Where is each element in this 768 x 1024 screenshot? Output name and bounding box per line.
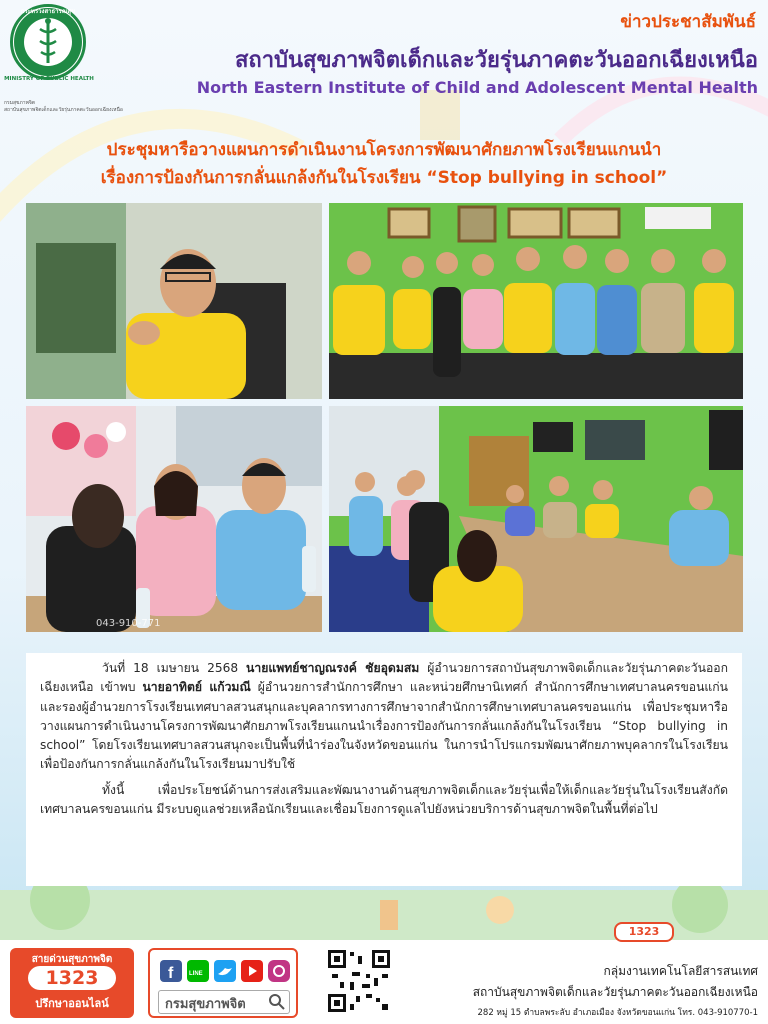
- photo-meeting-closeup: [26, 406, 322, 632]
- photo-meeting-room-scene: [329, 406, 743, 632]
- search-box[interactable]: [158, 990, 290, 1014]
- photo-director: [26, 203, 322, 399]
- hotline-banner[interactable]: [10, 948, 134, 1018]
- photo-caption-phone: 043-910-771: [96, 618, 161, 629]
- contact-institute: สถาบันสุขภาพจิตเด็กและวัยรุ่นภาคตะวันออกเฉียงเหนือ: [472, 985, 758, 999]
- logo-emblem: [13, 7, 83, 77]
- search-icon: [269, 994, 285, 1010]
- article-paragraph-1: [40, 659, 728, 775]
- qr-code-pattern: [326, 948, 392, 1014]
- social-icons: [160, 958, 290, 988]
- line-icon: [187, 960, 209, 982]
- education-director-name: นายอาทิตย์ แก้วมณี: [142, 680, 251, 695]
- contact-block: [473, 962, 758, 1019]
- news-kicker: ข่าวประชาสัมพันธ์: [620, 12, 756, 32]
- logo-ring-top: กระทรวงสาธารณสุข: [20, 8, 76, 15]
- logo-subtitle: [4, 100, 134, 114]
- photo-meeting-room: [329, 406, 743, 632]
- logo-ring-bottom: MINISTRY OF PUBLIC HEALTH: [4, 76, 94, 82]
- bg-hotline-badge: 1323: [614, 922, 674, 942]
- contact-dept: กลุ่มงานเทคโนโลยีสารสนเทศ: [603, 964, 758, 978]
- headline: [20, 136, 748, 192]
- social-icons-row: [160, 958, 290, 984]
- institute-name-en: North Eastern Institute of Child and Adolescent Mental Health: [196, 78, 758, 97]
- headline-line-2: เรื่องการป้องกันการกลั่นแกล้งกันในโรงเรียน “Stop bullying in school”: [100, 168, 668, 188]
- photo-meeting-closeup-scene: [26, 406, 322, 632]
- logo-sub-line: สถาบันสุขภาพจิตเด็กและวัยรุ่นภาคตะวันออกเฉียงเหนือ: [4, 107, 123, 113]
- paragraph-text: ผู้อำนวยการสำนักการศึกษา และหน่วยศึกษานิเทศก์ สำนักการศึกษาเทศบาลนครขอนแก่น และรองผู้อำนวยการโรงเรียนเทศบาลสวนสนุกและบุคลากรทางการศึกษาจากสำนักการศึกษาเทศบาลนครขอนแก่น เพื่อประชุมหารือวางแผนการดำเนินงานโครงการพัฒนาศักยภาพโรงเรียนแกนนำเรื่องการป้องกันการกลั่นแกล้งกันในโรงเรียน “Stop bullying in school” โดยโรงเรียนเทศบาลสวนสนุกจะเป็นพื้นที่นำร่องในจังหวัดขอนแก่น ในการนำโปรแกรมพัฒนาศักยภาพบุคลากรในโรงเรียนเพื่อป้องกันการกลั่นแกล้งกันในโรงเรียนมาปรับใช้: [40, 680, 728, 772]
- social-banner[interactable]: [148, 948, 298, 1018]
- paragraph-text: ผู้อำนวยการสถาบันสุขภาพจิตเด็กและวัยรุ่นภาคตะวันออกเฉียงเหนือ เข้าพบ: [40, 661, 728, 695]
- youtube-icon: [241, 960, 263, 982]
- svg-text:f: f: [168, 965, 174, 982]
- qr-code[interactable]: [326, 948, 392, 1014]
- photo-director-scene: [26, 203, 322, 399]
- article-body: [26, 653, 742, 886]
- instagram-icon: [268, 960, 290, 982]
- photo-group: [329, 203, 743, 399]
- hotline-subtitle: ปรึกษาออนไลน์: [35, 997, 109, 1010]
- logo-sub-line: กรมสุขภาพจิต: [4, 100, 36, 106]
- svg-text:LINE: LINE: [189, 971, 203, 977]
- hotline-title: สายด่วนสุขภาพจิต: [31, 954, 113, 965]
- institute-name-th: สถาบันสุขภาพจิตเด็กและวัยรุ่นภาคตะวันออกเฉียงเหนือ: [234, 48, 758, 73]
- twitter-icon: [214, 960, 236, 982]
- article-paragraph-2: ทั้งนี้ เพื่อประโยชน์ด้านการส่งเสริมและพัฒนางานด้านสุขภาพจิตเด็กและวัยรุ่นเพื่อให้เด็กและวัยรุ่นในโรงเรียนสังกัดเทศบาลนครขอนแก่น มีระบบดูแลช่วยเหลือนักเรียนและเชื่อมโยงการดูแลไปยังหน่วยบริการด้านสุขภาพจิตในพื้นที่ต่อไป: [40, 782, 728, 817]
- contact-address: 282 หมู่ 15 ตำบลพระลับ อำเภอเมือง จังหวัดขอนแก่น โทร. 043-910770-1: [477, 1008, 758, 1018]
- photo-group-scene: [329, 203, 743, 399]
- hotline-number: 1323: [28, 966, 116, 990]
- director-name: นายแพทย์ชาญณรงค์ ชัยอุดมสม: [246, 661, 420, 675]
- facebook-icon: [160, 960, 182, 982]
- headline-line-1: ประชุมหารือวางแผนการดำเนินงานโครงการพัฒนาศักยภาพโรงเรียนแกนนำ: [106, 140, 662, 160]
- search-box-text: กรมสุขภาพจิต: [165, 997, 246, 1012]
- date-text: วันที่ 18 เมษายน 2568: [102, 661, 247, 675]
